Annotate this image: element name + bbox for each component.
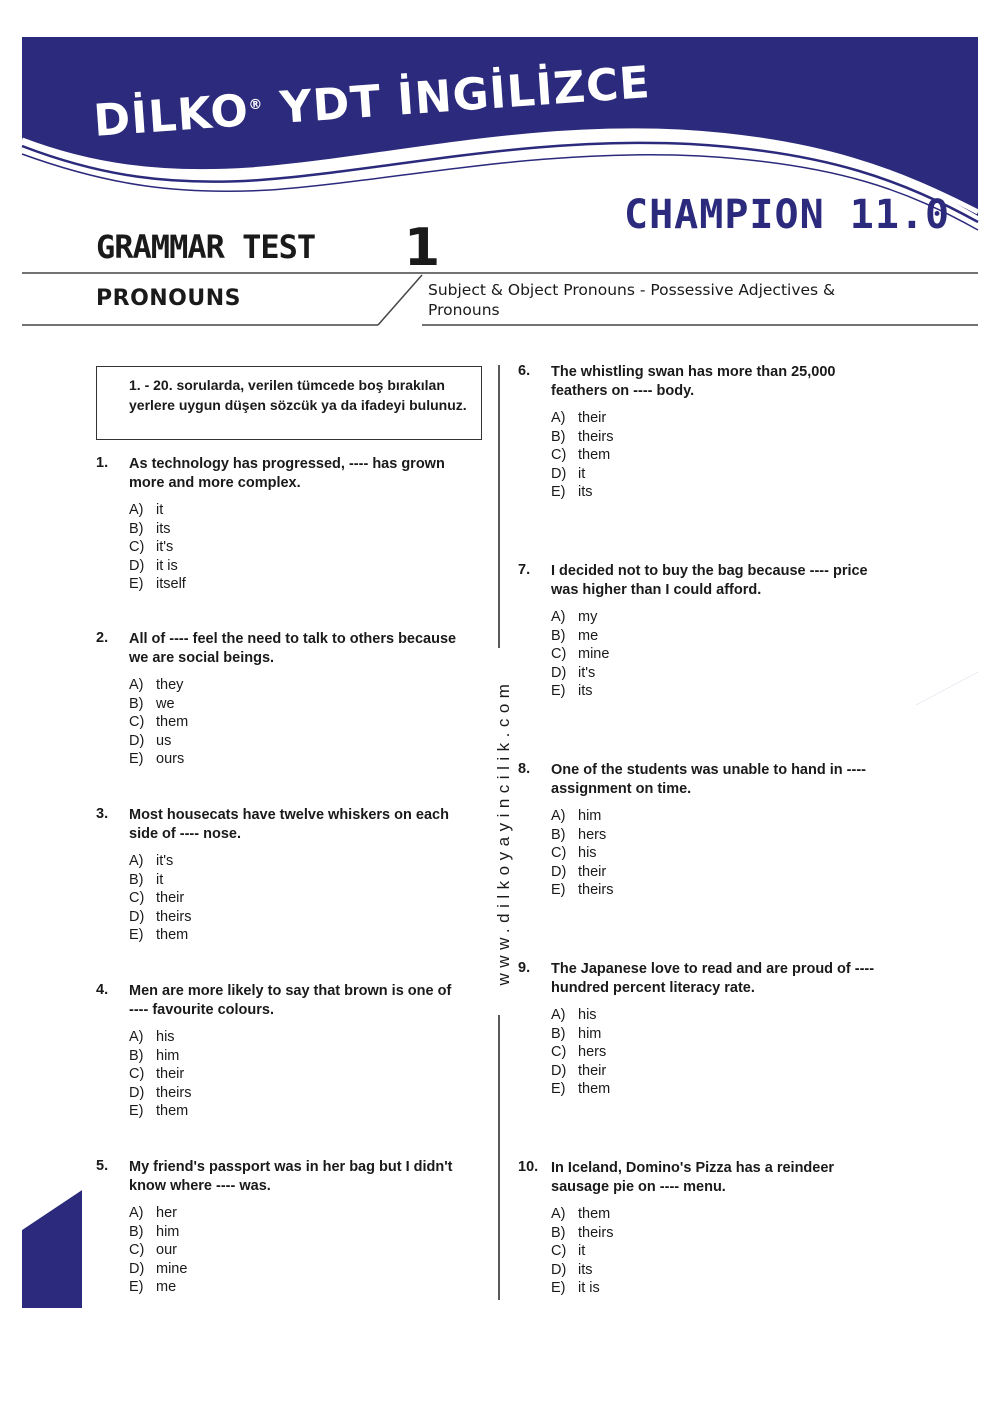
question-stem-line: side of ---- nose.: [129, 825, 241, 842]
option-letter: C): [551, 1044, 567, 1060]
test-number: 1: [404, 218, 441, 278]
option-text: they: [156, 677, 184, 693]
option-text: them: [156, 927, 189, 943]
option-letter: E): [551, 1280, 566, 1296]
option-letter: D): [551, 465, 567, 482]
option-text: its: [578, 683, 593, 699]
question-stem-line: more and more complex.: [129, 474, 301, 491]
question-number: 6.: [518, 363, 531, 379]
test-title: GRAMMAR TEST: [96, 228, 316, 266]
option-text: it's: [578, 664, 596, 681]
answer-option[interactable]: [129, 575, 186, 594]
option-text: hers: [578, 826, 607, 843]
answer-option[interactable]: [551, 483, 613, 502]
option-letter: A): [551, 1206, 566, 1222]
answer-option[interactable]: [551, 1242, 613, 1261]
question-5: [96, 1158, 476, 1308]
question-number: 4.: [96, 982, 109, 998]
answer-option[interactable]: [129, 1278, 187, 1297]
option-text: him: [578, 808, 602, 824]
option-text: theirs: [156, 1084, 192, 1101]
answer-option[interactable]: [551, 826, 613, 845]
option-letter: B): [129, 871, 144, 888]
answer-option[interactable]: [551, 409, 613, 428]
answer-option[interactable]: [129, 1065, 191, 1084]
option-letter: C): [129, 1242, 145, 1258]
answer-option[interactable]: [129, 695, 188, 714]
question-2: [96, 630, 476, 780]
subtopic: Subject & Object Pronouns - Possessive Adjectives & Pronouns: [428, 281, 836, 319]
question-6: [518, 363, 898, 513]
question-1: [96, 455, 476, 605]
question-stem-line: All of ---- feel the need to talk to others because: [129, 631, 457, 647]
answer-option[interactable]: [129, 750, 188, 769]
option-letter: B): [129, 695, 144, 712]
question-number: 9.: [518, 960, 531, 976]
question-stem: [551, 562, 868, 599]
question-stem-line: My friend's passport was in her bag but I didn't: [129, 1159, 453, 1175]
answer-option[interactable]: [551, 1279, 613, 1298]
footer-website: www.dilkoyayincilik.com: [380, 1318, 620, 1335]
question-stem: [551, 1159, 834, 1196]
option-letter: A): [129, 677, 144, 693]
option-letter: D): [129, 557, 145, 574]
option-text: them: [578, 447, 611, 463]
option-text: mine: [578, 646, 610, 662]
answer-options: [551, 1006, 610, 1099]
question-stem: [129, 982, 451, 1019]
question-stem: [129, 806, 449, 843]
option-text: us: [156, 732, 172, 749]
answer-option[interactable]: [129, 1047, 191, 1066]
answer-option[interactable]: [129, 1102, 191, 1121]
option-letter: E): [551, 1081, 566, 1097]
question-number: 10.: [518, 1159, 539, 1175]
answer-options: [129, 852, 191, 945]
option-letter: E): [551, 484, 566, 500]
answer-option[interactable]: [551, 627, 609, 646]
answer-options: [551, 409, 613, 502]
answer-option[interactable]: [129, 501, 186, 520]
question-stem: [129, 630, 456, 667]
option-text: them: [578, 1081, 611, 1097]
option-letter: D): [551, 1261, 567, 1278]
option-letter: E): [129, 1279, 144, 1295]
answer-option[interactable]: [129, 713, 188, 732]
question-stem-line: Most housecats have twelve whiskers on each: [129, 807, 449, 823]
option-letter: C): [551, 1243, 567, 1259]
question-number: 5.: [96, 1158, 109, 1174]
answer-option[interactable]: [129, 889, 191, 908]
question-number: 1.: [96, 455, 109, 471]
answer-option[interactable]: [551, 1062, 610, 1081]
answer-option[interactable]: [551, 1006, 610, 1025]
answer-options: [551, 608, 609, 701]
option-letter: D): [129, 1260, 145, 1277]
answer-options: [551, 1205, 613, 1298]
option-letter: E): [551, 683, 566, 699]
answer-option[interactable]: [129, 926, 191, 945]
option-text: them: [156, 1103, 189, 1119]
option-text: its: [578, 1261, 593, 1278]
answer-option[interactable]: [551, 1261, 613, 1280]
option-letter: C): [129, 714, 145, 730]
answer-option[interactable]: [129, 1223, 187, 1242]
option-letter: C): [551, 845, 567, 861]
option-text: we: [156, 695, 175, 712]
option-letter: C): [129, 890, 145, 906]
option-text: itself: [156, 576, 186, 592]
option-letter: B): [129, 520, 144, 537]
option-text: it is: [578, 1280, 600, 1296]
option-text: it is: [156, 557, 178, 574]
answer-option[interactable]: [551, 807, 613, 826]
option-text: their: [578, 1062, 607, 1079]
option-letter: A): [551, 1007, 566, 1023]
option-text: it's: [156, 853, 174, 869]
answer-option[interactable]: [129, 871, 191, 890]
answer-option[interactable]: [551, 682, 609, 701]
option-text: their: [578, 410, 607, 426]
question-stem-line: assignment on time.: [551, 780, 692, 797]
question-stem-line: we are social beings.: [129, 649, 275, 666]
option-letter: B): [551, 826, 566, 843]
option-text: my: [578, 609, 598, 625]
option-text: theirs: [578, 882, 614, 898]
option-text: its: [578, 484, 593, 500]
option-letter: A): [551, 609, 566, 625]
option-text: him: [156, 1223, 180, 1240]
option-text: theirs: [578, 428, 614, 445]
option-text: her: [156, 1205, 177, 1221]
answer-option[interactable]: [551, 446, 613, 465]
option-letter: D): [551, 1062, 567, 1079]
option-letter: A): [129, 853, 144, 869]
answer-option[interactable]: [551, 1025, 610, 1044]
question-number: 7.: [518, 562, 531, 578]
question-7: [518, 562, 898, 712]
answer-option[interactable]: [551, 881, 613, 900]
option-text: him: [156, 1047, 180, 1064]
option-letter: D): [551, 863, 567, 880]
answer-option[interactable]: [551, 465, 613, 484]
question-stem: [129, 455, 445, 492]
question-9: [518, 960, 898, 1110]
question-stem: [551, 363, 835, 400]
answer-option[interactable]: [551, 645, 609, 664]
question-stem-line: The whistling swan has more than 25,000: [551, 364, 836, 380]
option-text: theirs: [156, 908, 192, 925]
option-letter: B): [129, 1047, 144, 1064]
option-letter: B): [551, 428, 566, 445]
option-letter: E): [551, 882, 566, 898]
brand-name: DİLKO: [92, 85, 251, 147]
option-text: it's: [156, 539, 174, 555]
option-letter: C): [129, 539, 145, 555]
option-letter: B): [551, 1224, 566, 1241]
side-website: www.dilkoyayincilik.com: [494, 678, 513, 986]
question-stem: [551, 761, 866, 798]
answer-option[interactable]: [129, 1204, 187, 1223]
question-stem-line: Men are more likely to say that brown is one of: [129, 983, 452, 999]
option-letter: C): [551, 646, 567, 662]
answer-option[interactable]: [129, 1028, 191, 1047]
question-8: [518, 761, 898, 911]
option-letter: A): [129, 1205, 144, 1221]
question-number: 8.: [518, 761, 531, 777]
question-stem-line: ---- favourite colours.: [129, 1001, 275, 1018]
option-letter: E): [129, 927, 144, 943]
option-letter: A): [129, 1029, 144, 1045]
option-text: me: [156, 1279, 177, 1295]
option-text: theirs: [578, 1224, 614, 1241]
answer-option[interactable]: [129, 1241, 187, 1260]
question-stem-line: know where ---- was.: [129, 1177, 271, 1194]
brand-registered-mark: ®: [247, 96, 265, 114]
option-text: our: [156, 1242, 177, 1258]
option-text: me: [578, 627, 599, 644]
option-text: their: [578, 863, 607, 880]
option-text: it: [156, 871, 164, 888]
option-text: them: [156, 714, 189, 730]
section-title: PRONOUNS: [96, 286, 242, 311]
answer-option[interactable]: [129, 557, 186, 576]
product-name: YDT İNGİLİZCE: [278, 57, 653, 134]
question-stem-line: In Iceland, Domino's Pizza has a reindeer: [551, 1160, 835, 1176]
question-stem-line: The Japanese love to read and are proud of ----: [551, 961, 875, 977]
answer-option[interactable]: [129, 538, 186, 557]
option-letter: C): [551, 447, 567, 463]
option-letter: D): [129, 1084, 145, 1101]
option-text: it: [156, 502, 164, 518]
question-stem: [551, 960, 874, 997]
answer-option[interactable]: [129, 908, 191, 927]
option-text: ours: [156, 751, 185, 767]
answer-options: [129, 501, 186, 594]
question-stem-line: feathers on ---- body.: [551, 382, 695, 399]
option-letter: A): [129, 502, 144, 518]
option-text: mine: [156, 1260, 188, 1277]
option-text: their: [156, 1066, 185, 1082]
question-10: [518, 1159, 898, 1309]
answer-option[interactable]: [129, 1260, 187, 1279]
option-text: his: [156, 1029, 175, 1045]
answer-option[interactable]: [551, 1224, 613, 1243]
option-letter: E): [129, 576, 144, 592]
option-text: him: [578, 1025, 602, 1042]
option-letter: A): [551, 410, 566, 426]
option-letter: E): [129, 1103, 144, 1119]
question-stem-line: One of the students was unable to hand in ----: [551, 762, 866, 778]
question-stem-line: I decided not to buy the bag because ---- price: [551, 563, 868, 579]
option-letter: D): [129, 908, 145, 925]
answer-options: [129, 1028, 191, 1121]
question-stem-line: As technology has progressed, ---- has grown: [129, 456, 445, 472]
question-number: 2.: [96, 630, 109, 646]
option-letter: C): [129, 1066, 145, 1082]
question-stem: [129, 1158, 453, 1195]
option-text: their: [156, 890, 185, 906]
option-text: it: [578, 465, 586, 482]
option-text: his: [578, 845, 597, 861]
option-text: them: [578, 1206, 611, 1222]
question-number: 3.: [96, 806, 109, 822]
series-title: CHAMPION 11.0: [624, 192, 951, 238]
option-letter: B): [551, 1025, 566, 1042]
option-letter: D): [551, 664, 567, 681]
answer-option[interactable]: [551, 863, 613, 882]
option-letter: E): [129, 751, 144, 767]
option-text: its: [156, 520, 171, 537]
answer-options: [129, 676, 188, 769]
answer-option[interactable]: [551, 1205, 613, 1224]
answer-option[interactable]: [551, 608, 609, 627]
answer-option[interactable]: [129, 852, 191, 871]
instructions-box: 1. - 20. sorularda, verilen tümcede boş bırakılan yerlere uygun düşen sözcük ya da ifadeyi bulunuz.: [96, 366, 482, 440]
answer-options: [129, 1204, 187, 1297]
answer-option[interactable]: [129, 732, 188, 751]
answer-options: [551, 807, 613, 900]
answer-option[interactable]: [551, 1043, 610, 1062]
answer-option[interactable]: [129, 1084, 191, 1103]
question-stem-line: was higher than I could afford.: [551, 581, 762, 598]
question-stem-line: sausage pie on ---- menu.: [551, 1178, 726, 1195]
answer-option[interactable]: [551, 1080, 610, 1099]
question-3: [96, 806, 476, 956]
option-letter: A): [551, 808, 566, 824]
option-text: hers: [578, 1044, 607, 1060]
answer-option[interactable]: [129, 676, 188, 695]
option-letter: B): [129, 1223, 144, 1240]
answer-option[interactable]: [551, 664, 609, 683]
answer-option[interactable]: [551, 428, 613, 447]
question-4: [96, 982, 476, 1132]
answer-option[interactable]: [129, 520, 186, 539]
option-text: his: [578, 1007, 597, 1023]
option-text: it: [578, 1243, 586, 1259]
option-letter: B): [551, 627, 566, 644]
question-stem-line: hundred percent literacy rate.: [551, 979, 755, 996]
answer-option[interactable]: [551, 844, 613, 863]
option-letter: D): [129, 732, 145, 749]
